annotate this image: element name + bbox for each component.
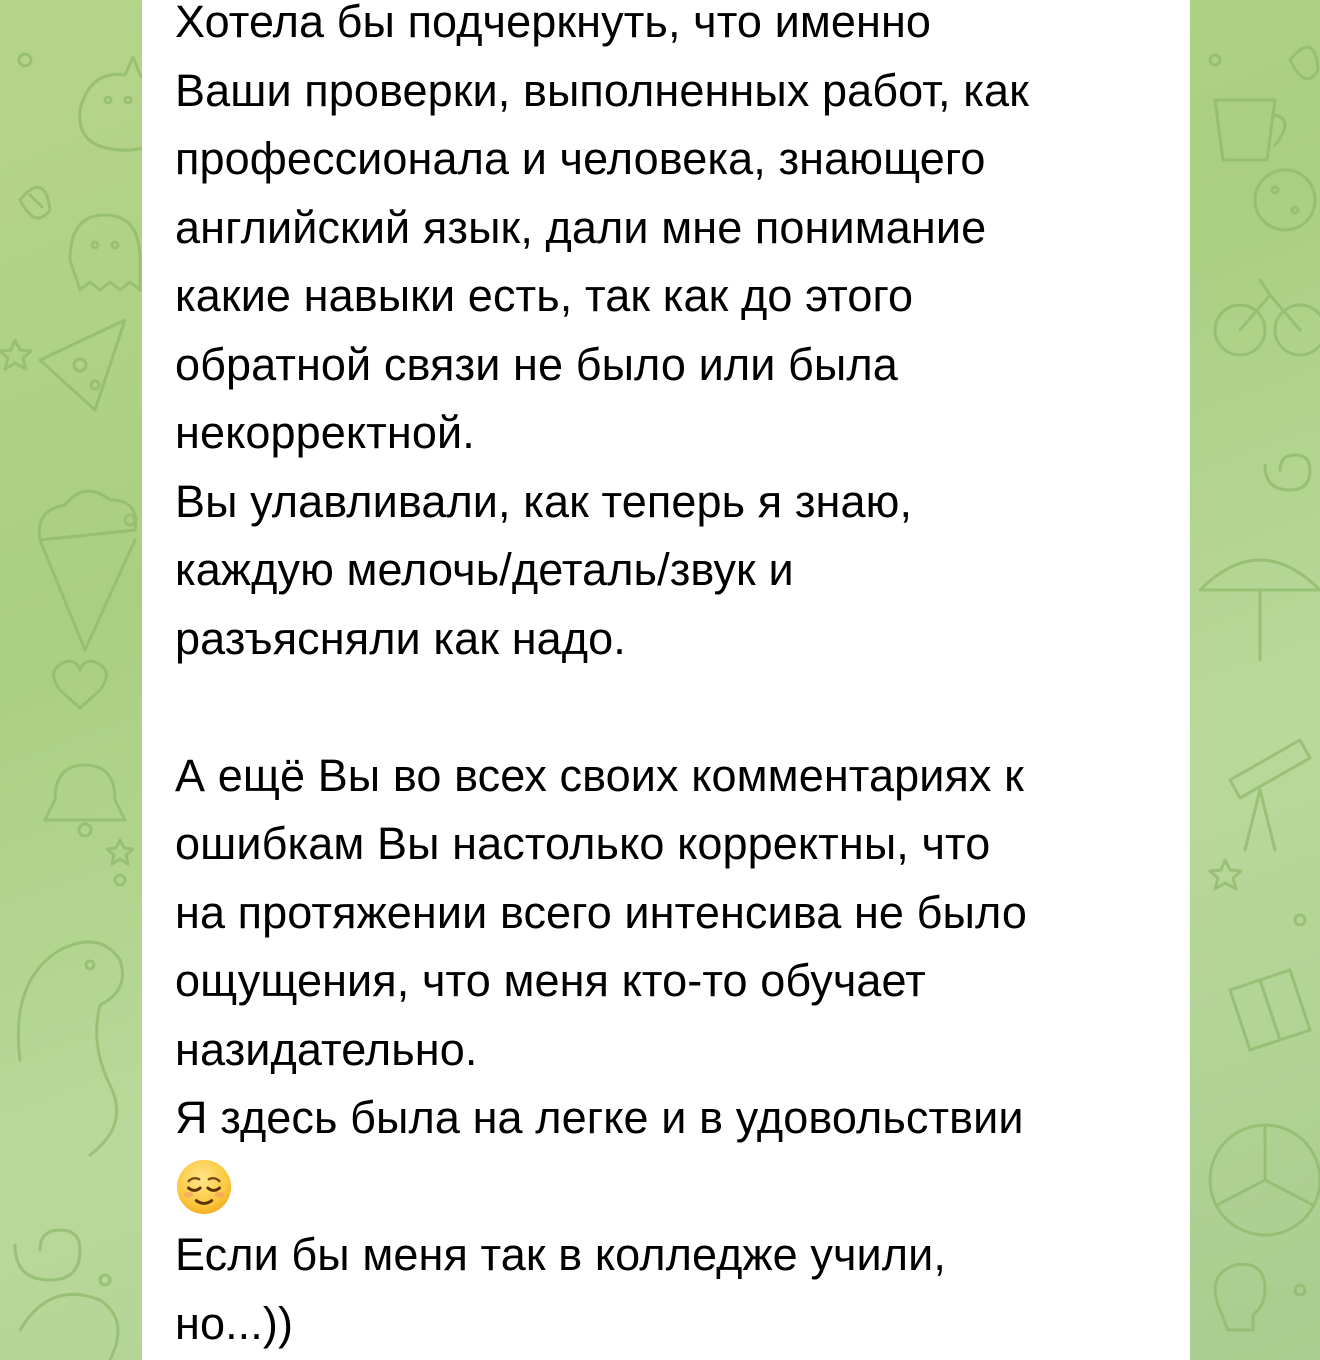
message-line: Хотела бы подчеркнуть, что именно [175, 0, 932, 47]
gift-doodle-icon [1230, 970, 1310, 1050]
relieved-face-icon [175, 1158, 233, 1216]
message-line: Ваши проверки, выполненных работ, как [175, 64, 1029, 116]
message-line: каждую мелочь/деталь/звук и [175, 544, 794, 595]
message-line: английский язык, дали мне понимание [175, 201, 987, 253]
message-line: на протяжении всего интенсива не было [175, 886, 1027, 938]
star-small-doodle-icon [107, 840, 133, 864]
message-line: Если бы меня так в колледже учили, [175, 1229, 946, 1280]
emoji-line [175, 1153, 1165, 1222]
star-right-doodle-icon [1210, 860, 1241, 889]
leaf-doodle-icon [20, 187, 50, 218]
message-line: Вы улавливали, как теперь я знаю, [175, 475, 913, 527]
paragraph-spacer [175, 673, 1165, 742]
dinosaur-doodle-icon [18, 942, 122, 1155]
bell-doodle-icon [45, 765, 125, 836]
message-line: ошибкам Вы настолько корректны, что [175, 818, 991, 869]
telescope-doodle-icon [1230, 740, 1310, 850]
cookie-doodle-icon [1255, 170, 1315, 230]
message-line: какие навыки есть, так как до этого [175, 270, 914, 321]
pizza-doodle-icon [1210, 1125, 1320, 1235]
message-line: обратной связи не было или была [175, 338, 898, 390]
ice-cream-doodle-icon [39, 491, 135, 650]
pizza-slice-doodle-icon [40, 320, 125, 410]
swirl-doodle-icon [1265, 455, 1310, 490]
cup-doodle-icon [1215, 100, 1285, 160]
heart-doodle-icon [54, 661, 107, 708]
star-doodle-icon [0, 340, 31, 369]
message-line: профессионала и человека, знающего [175, 133, 986, 184]
message-line: но...)) [175, 1297, 294, 1349]
shell-doodle-icon [20, 1294, 118, 1360]
message-line: назидательно. [175, 1023, 478, 1075]
spiral-doodle-icon [15, 1230, 80, 1280]
message-line: Я здесь была на легке и в удовольствии [175, 1092, 1024, 1143]
message-line: ощущения, что меня кто-то обучает [175, 955, 926, 1006]
message-text [175, 0, 1165, 1358]
message-line: некорректной. [175, 407, 475, 458]
message-line: А ещё Вы во всех своих комментариях к [175, 749, 1024, 801]
leaf-right-doodle-icon [1290, 47, 1318, 79]
bicycle-doodle-icon [1215, 280, 1320, 355]
message-line: разъясняли как надо. [175, 612, 626, 664]
lightbulb-doodle-icon [1215, 1264, 1265, 1330]
ghost-doodle-icon [70, 215, 140, 290]
umbrella-doodle-icon [1200, 560, 1320, 660]
